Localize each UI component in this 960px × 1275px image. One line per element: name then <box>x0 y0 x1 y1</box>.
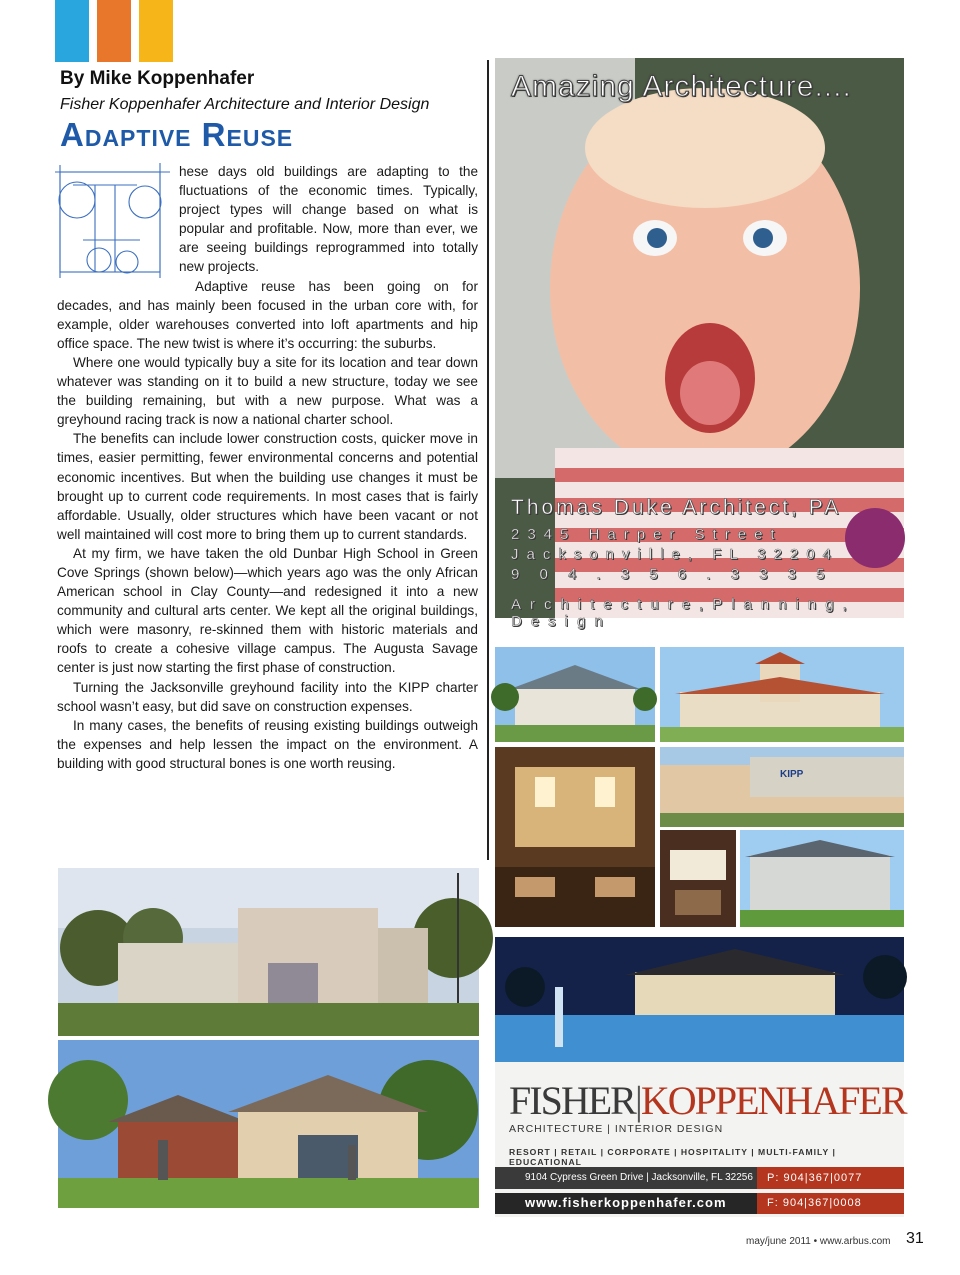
page-number: 31 <box>906 1230 924 1247</box>
augusta-savage-center-rendering <box>58 1040 479 1208</box>
thomas-duke-ad <box>495 58 904 630</box>
kipp-school-rendering <box>660 747 904 827</box>
fk-fax: F: 904|367|0008 <box>757 1193 904 1214</box>
apartment-building-rendering <box>740 830 904 927</box>
article-paragraph: At my firm, we have taken the old Dunbar High School in Green Cove Springs (shown below)—which years ago was the only African American school in Clay County—and redesigned it into a new community and cultural arts center. We kept all the original buildings, which were masonry, re-skinned them with historic materials and roofs to create a cohesive village campus. The Augusta Savage center is just now starting the first phase of construction. <box>57 545 478 676</box>
ad-services: Architecture,Planning, Design <box>511 596 856 630</box>
orange-color-bar <box>97 0 131 62</box>
fisher-koppenhafer-ad <box>495 937 904 1217</box>
resort-clubhouse-photo <box>495 647 655 742</box>
kipp-sign: KIPP <box>780 769 804 780</box>
fk-website: www.fisherkoppenhafer.com <box>525 1195 727 1210</box>
resort-pool-night-photo <box>495 937 904 1062</box>
ad-city: Jacksonville, FL 32204 <box>511 546 840 563</box>
ad-phone: 9 0 4 . 3 5 6 . 3 3 3 5 <box>511 566 833 583</box>
ad-firm-name: Thomas Duke Architect, PA <box>511 496 842 519</box>
article-body <box>57 162 478 773</box>
article-paragraph: The benefits can include lower construction costs, quicker move in times, easier permitting, fewer environmental concerns and potential economic incentives. But when the building use changes it must be brought up to current code requirements. In most cases that is fairly affordable. Usually, older structures which have been vacant or not well maintained will cost more to bring them up to current standards. <box>57 431 478 542</box>
dunbar-school-photo <box>58 868 479 1036</box>
article-title: Adaptive Reuse <box>60 116 294 153</box>
mediterranean-building-rendering <box>660 647 904 742</box>
byline: By Mike Koppenhafer <box>60 68 255 89</box>
fk-logo: FISHER|KOPPENHAFER <box>509 1078 906 1123</box>
fk-subtitle: ARCHITECTURE | INTERIOR DESIGN <box>509 1123 724 1135</box>
column-divider <box>487 60 489 860</box>
fk-categories: RESORT | RETAIL | CORPORATE | HOSPITALITY | MULTI-FAMILY | EDUCATIONAL <box>509 1147 836 1167</box>
fk-phone: P: 904|367|0077 <box>757 1167 904 1189</box>
hotel-lobby-interior <box>495 747 655 927</box>
dining-room-interior <box>660 830 736 927</box>
article-paragraph: Turning the Jacksonville greyhound facility into the KIPP charter school wasn’t easy, but did save on construction expenses. <box>57 679 478 714</box>
ad-headline: Amazing Architecture.... <box>511 70 852 103</box>
author-firm: Fisher Koppenhafer Architecture and Interior Design <box>60 96 430 113</box>
project-collage <box>495 647 904 927</box>
article-paragraph: In many cases, the benefits of reusing existing buildings outweigh the expenses and help lessen the impact on the environment. A building with good structural bones is one worth reusing. <box>57 717 478 771</box>
fk-address: 9104 Cypress Green Drive | Jacksonville, FL 32256 <box>525 1172 753 1183</box>
article-paragraph: Where one would typically buy a site for its location and tear down whatever was standing on it to build a new structure, today we see the building remaining, but with a new purpose. What was a greyhound racing track is now a national charter school. <box>57 354 478 428</box>
article-paragraph: hese days old buildings are adapting to the fluctuations of the economic times. Typically, project types will change based on what is popular and profitable. Now, more than ever, we are seeing buildings reprogrammed into totally new projects. <box>179 164 478 275</box>
yellow-color-bar <box>139 0 173 62</box>
page-footer: may/june 2011 • www.arbus.com <box>746 1236 891 1247</box>
ad-street: 2345 Harper Street <box>511 526 783 543</box>
article-paragraph: Adaptive reuse has been going on for decades, and has mainly been focused in the urban core with, for example, older warehouses converted into loft apartments and hip office space. The new twist is where it’s occurring: the suburbs. <box>57 278 478 351</box>
blue-color-bar <box>55 0 89 62</box>
